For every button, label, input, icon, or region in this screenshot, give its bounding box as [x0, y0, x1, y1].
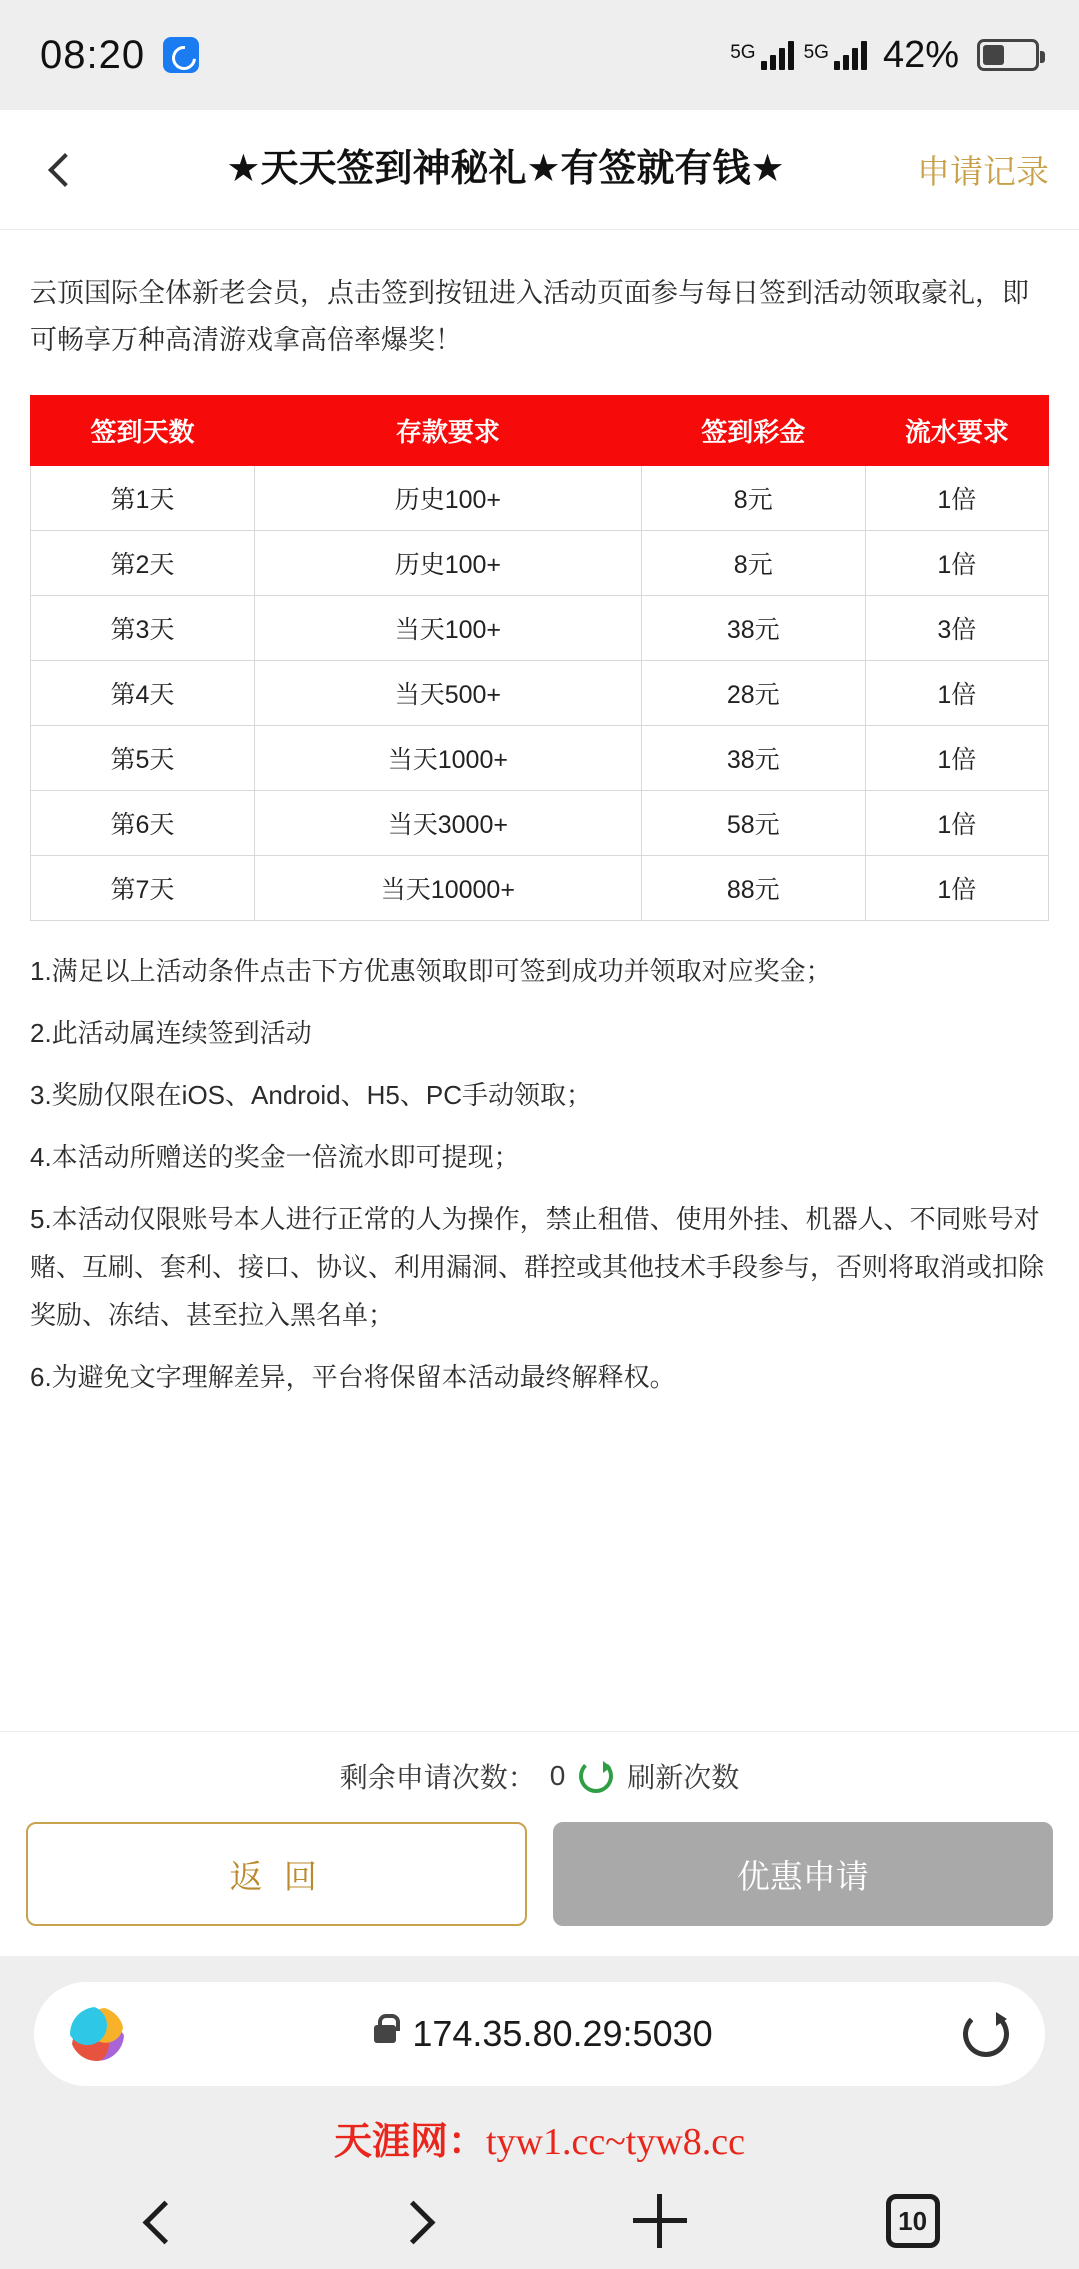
page-title: ★天天签到神秘礼★有签就有钱★: [226, 147, 785, 190]
lock-icon: [374, 2025, 396, 2043]
cell-deposit: 当天10000+: [254, 855, 641, 920]
cell-bonus: 28元: [641, 660, 865, 725]
cell-rollover: 1倍: [865, 530, 1048, 595]
cell-rollover: 1倍: [865, 790, 1048, 855]
edit-badge-icon: [163, 37, 199, 73]
address-bar[interactable]: [34, 1982, 1045, 2086]
rules-list: [30, 947, 1049, 1402]
rule-item: 6.为避免文字理解差异，平台将保留本活动最终解释权。: [30, 1362, 676, 1393]
cell-bonus: 38元: [641, 595, 865, 660]
button-row: [26, 1822, 1053, 1926]
battery-percent: 42%: [882, 33, 959, 76]
return-button[interactable]: 返 回: [26, 1822, 527, 1926]
cell-bonus: 8元: [641, 530, 865, 595]
cell-deposit: 当天500+: [254, 660, 641, 725]
signal-1: [730, 40, 793, 70]
table-row: [31, 465, 1049, 530]
cell-rollover: 1倍: [865, 855, 1048, 920]
browser-chrome: [0, 1956, 1079, 2096]
application-records-link[interactable]: 申请记录: [917, 153, 1049, 190]
battery-icon: [977, 39, 1039, 71]
table-row: [31, 725, 1049, 790]
th-bonus: 签到彩金: [641, 395, 865, 465]
browser-navbar: [0, 2173, 1079, 2269]
signal-2: [804, 40, 867, 70]
th-days: 签到天数: [31, 395, 255, 465]
table-row: [31, 595, 1049, 660]
status-time: 08:20: [40, 32, 146, 77]
cell-day: 第7天: [31, 855, 255, 920]
cell-deposit: 当天1000+: [254, 725, 641, 790]
cell-day: 第3天: [31, 595, 255, 660]
cell-deposit: 历史100+: [254, 465, 641, 530]
main-content: [0, 230, 1079, 1731]
reload-icon[interactable]: [963, 2011, 1009, 2057]
network-type-1: 5G: [730, 42, 756, 63]
watermark-brand: 天涯网：: [333, 2121, 486, 2163]
nav-plus-icon[interactable]: [633, 2194, 687, 2248]
apply-promotion-button[interactable]: 优惠申请: [553, 1822, 1054, 1926]
remaining-label: 剩余申请次数：: [339, 1762, 536, 1793]
watermark-url: tyw1.cc~tyw8.cc: [485, 2121, 746, 2163]
cell-day: 第5天: [31, 725, 255, 790]
url-display[interactable]: [142, 2013, 945, 2055]
rule-item: 1.满足以上活动条件点击下方优惠领取即可签到成功并领取对应奖金；: [30, 955, 832, 986]
remaining-applications: [26, 1756, 1053, 1796]
th-rollover: 流水要求: [865, 395, 1048, 465]
bing-logo-icon[interactable]: [70, 2007, 124, 2061]
cell-bonus: 58元: [641, 790, 865, 855]
cell-day: 第1天: [31, 465, 255, 530]
signin-rewards-table: [30, 395, 1049, 921]
cell-deposit: 当天100+: [254, 595, 641, 660]
signal-bars-icon-2: [834, 40, 867, 70]
cell-rollover: 1倍: [865, 725, 1048, 790]
cell-rollover: 1倍: [865, 465, 1048, 530]
cell-bonus: 38元: [641, 725, 865, 790]
table-row: [31, 660, 1049, 725]
refresh-icon[interactable]: [579, 1759, 613, 1793]
status-bar: [0, 0, 1079, 110]
rule-item: 3.奖励仅限在iOS、Android、H5、PC手动领取；: [30, 1079, 592, 1110]
url-text: 174.35.80.29:5030: [412, 2013, 713, 2054]
nav-tabs-icon[interactable]: 10: [886, 2194, 940, 2248]
cell-deposit: 历史100+: [254, 530, 641, 595]
status-indicators: [730, 34, 1039, 77]
cell-day: 第4天: [31, 660, 255, 725]
table-row: [31, 855, 1049, 920]
signal-bars-icon: [761, 40, 794, 70]
remaining-value: 0: [549, 1760, 566, 1791]
cell-day: 第2天: [31, 530, 255, 595]
th-deposit: 存款要求: [254, 395, 641, 465]
network-type-2: 5G: [803, 42, 829, 63]
nav-forward-icon[interactable]: [386, 2197, 434, 2245]
back-button[interactable]: [30, 158, 100, 182]
rule-item: 4.本活动所赠送的奖金一倍流水即可提现；: [30, 1141, 520, 1172]
watermark: [0, 2096, 1079, 2173]
table-row: [31, 790, 1049, 855]
intro-text: 云顶国际全体新老会员，点击签到按钮进入活动页面参与每日签到活动领取豪礼，即可畅享万种高清游戏拿高倍率爆奖！: [30, 278, 1029, 356]
nav-back-icon[interactable]: [139, 2197, 187, 2245]
chevron-left-icon: [48, 153, 82, 187]
table-row: [31, 530, 1049, 595]
cell-day: 第6天: [31, 790, 255, 855]
cell-bonus: 88元: [641, 855, 865, 920]
cell-bonus: 8元: [641, 465, 865, 530]
rule-item: 5.本活动仅限账号本人进行正常的人为操作，禁止租借、使用外挂、机器人、不同账号对赌、互刷、套利、接口、协议、利用漏洞、群控或其他技术手段参与，否则将取消或扣除奖励、冻结、甚至拉入黑名单；: [30, 1203, 1045, 1331]
cell-deposit: 当天3000+: [254, 790, 641, 855]
table-header-row: [31, 395, 1049, 465]
app-header: [0, 110, 1079, 230]
rule-item: 2.此活动属连续签到活动: [30, 1017, 312, 1048]
cell-rollover: 1倍: [865, 660, 1048, 725]
bottom-action-bar: [0, 1731, 1079, 1956]
cell-rollover: 3倍: [865, 595, 1048, 660]
refresh-count-label[interactable]: 刷新次数: [627, 1762, 740, 1793]
